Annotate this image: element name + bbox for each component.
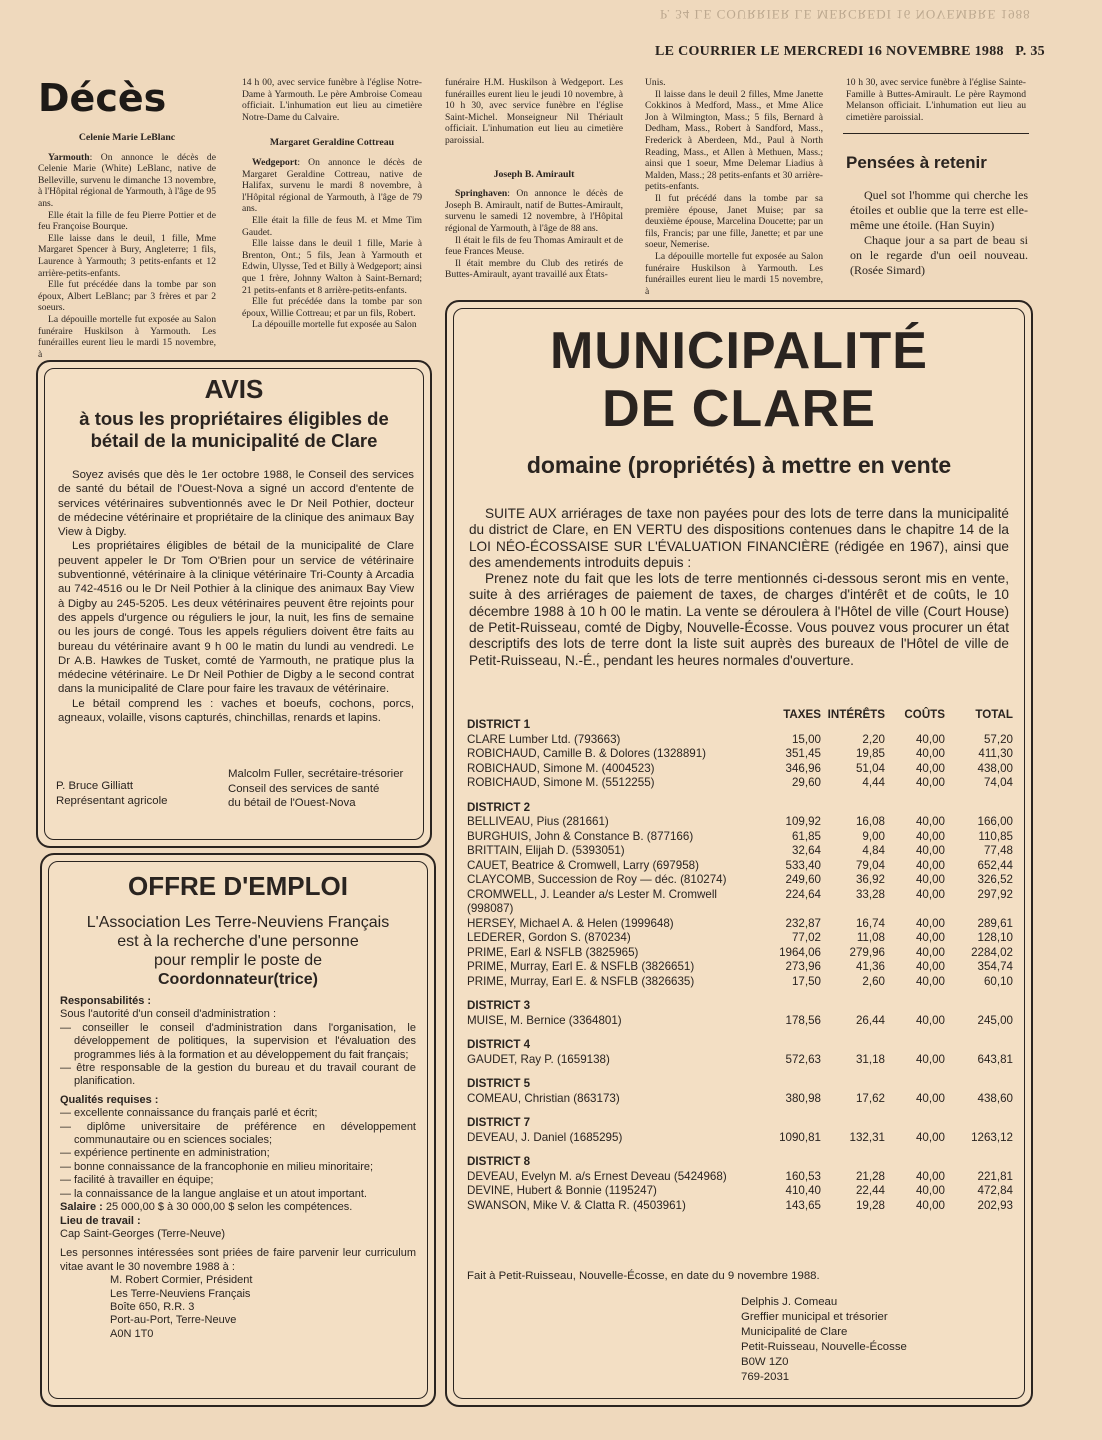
amount-cell: 143,65 [785, 1198, 821, 1212]
salary-value: 25 000,00 $ à 30 000,00 $ selon les compétences. [105, 1201, 353, 1214]
amount-cell: 178,56 [785, 1013, 821, 1027]
amount-cell: 22,44 [855, 1184, 885, 1197]
signature-role: Conseil des services de santé [228, 782, 380, 795]
amount-cell: 472,84 [977, 1184, 1013, 1197]
district-header-row [467, 1106, 1013, 1131]
list-item: — être responsable de la gestion du bureau et du travail courant de planification. [60, 1062, 416, 1088]
owner-cell: PRIME, Murray, Earl E. & NSFLB (3826651) [467, 960, 695, 973]
owner-cell: COMEAU, Christian (863173) [467, 1091, 620, 1105]
obituary-text: Elle fut précédée dans la tombe par son époux, Albert LeBlanc; par 3 frères et par 2 soeurs. [38, 279, 216, 314]
amount-cell: 202,93 [977, 1198, 1013, 1212]
avis-signature-right [228, 767, 403, 811]
amount-cell: 11,08 [856, 931, 885, 944]
newspaper-date: LE COURRIER LE MERCREDI 16 NOVEMBRE 1988 [655, 44, 1004, 59]
municipality-subheading: domaine (propriétés) à mettre en vente [526, 452, 952, 478]
table-row [467, 946, 1013, 961]
amount-cell: 16,74 [855, 916, 885, 930]
district-header-row [467, 791, 1013, 816]
amount-cell: 40,00 [915, 776, 945, 789]
obituary-location: Springhaven [455, 188, 508, 200]
obituary-text: Il était le fils de feu Thomas Amirault et de feue Frances Meuse. [445, 234, 623, 258]
avis-paragraph: Soyez avisés que dès le 1er octobre 1988, le Conseil des services de santé du bétail de l'Ouest-Nova a signé un accord d'entente de services vétérinaires subventionnés avec le Dr Neil Pothier, docteur de médecine vétérinaire et propriétaire de la clinique des animaux Bay View à Digby. [58, 469, 414, 539]
table-row [467, 733, 1013, 748]
empty-cell [821, 1145, 885, 1170]
signature-name: Malcolm Fuller, secrétaire-trésorier [228, 768, 404, 780]
list-item: — diplôme universitaire de préférence en développement communautaire ou en sciences sociales; [60, 1120, 416, 1147]
amount-cell: 110,85 [978, 829, 1013, 843]
owner-cell: ROBICHAUD, Simone M. (5512255) [467, 776, 655, 789]
district-name: DISTRICT 7 [467, 1116, 531, 1129]
amount-cell: 166,00 [977, 815, 1013, 828]
amount-cell: 2,60 [862, 974, 885, 988]
owner-cell: CAUET, Beatrice & Cromwell, Larry (697958) [467, 858, 699, 872]
owner-cell: BRITTAIN, Elijah D. (5393051) [467, 844, 625, 857]
section-heading: Qualités requises : [60, 1093, 159, 1106]
obituary-text: Il laisse dans le deuil 2 filles, Mme Janette Cokkinos à Medford, Mass., et Mme Alice Jon à Wilmington, Mass.; 5 fils, Bernard à Dedham, Mass., Robert à Sandford, Mass., Frederick à Aberdeen, Md., Paul à North Reading, Mass., et Allen à Methuen, Mass.; ainsi que 1 soeur, Mme Delemar Liadius à Malden, Mass.; 28 petits-enfants et 30 arrière-petits-enfants. [645, 88, 823, 193]
amount-cell: 40,00 [915, 974, 945, 988]
empty-cell [885, 1067, 945, 1092]
obituary-column-5 [846, 77, 1026, 123]
empty-cell [821, 1106, 885, 1131]
empty-cell [885, 791, 945, 816]
signature-role: du bétail de l'Ouest-Nova [228, 797, 356, 809]
table-row [467, 931, 1013, 946]
amount-cell: 289,61 [977, 916, 1013, 930]
pensees-heading: Pensées à retenir [846, 153, 987, 172]
amount-cell: 40,00 [915, 960, 945, 973]
amount-cell: 19,28 [855, 1198, 885, 1212]
amount-cell: 132,31 [849, 1130, 885, 1144]
amount-cell: 57,20 [983, 732, 1013, 746]
table-row [467, 830, 1013, 845]
empty-cell [945, 1067, 1013, 1092]
dated-statement: Fait à Petit-Ruisseau, Nouvelle-Écosse, en date du 9 novembre 1988. [467, 1270, 820, 1282]
obituary-text: : On annonce le décès de Celenie Marie (White) LeBlanc, native de Belleville, survenu le dimanche 13 novembre, à l'Hôpital régional de Yarmouth, à l'âge de 95 ans. [38, 151, 216, 209]
signature-role: Représentant agricole [56, 794, 168, 807]
table-row [467, 1184, 1013, 1199]
owner-cell: ROBICHAUD, Camille B. & Dolores (1328891) [467, 747, 707, 760]
owner-cell: SWANSON, Mike V. & Clatta R. (4503961) [467, 1198, 686, 1212]
obituary-text: Il fut précédé dans la tombe par sa première épouse, Janet Muise; par sa deuxième épouse, Marcelina Doucette; par un fils, Francis; par une fille, Janette; et par une soeur, Nemerise. [645, 192, 823, 251]
closing-text: Les personnes intéressées sont priées de faire parvenir leur curriculum vitae avant le 30 novembre 1988 à : [60, 1247, 416, 1273]
amount-cell: 40,00 [915, 1169, 945, 1183]
table-row [467, 975, 1013, 990]
obituary-location: Yarmouth [48, 151, 90, 163]
job-position-title: Coordonnateur(trice) [158, 971, 318, 988]
column-header: COÛTS [904, 708, 945, 721]
district-header-row [467, 708, 1013, 733]
amount-cell: 2284,02 [971, 945, 1013, 959]
amount-cell: 273,96 [785, 960, 821, 973]
obituary-location: Wedgeport [252, 156, 298, 168]
amount-cell: 79,04 [855, 858, 885, 872]
owner-cell: BELLIVEAU, Pius (281661) [467, 815, 609, 828]
mirrored-bleedthrough-header: P. 34 LE COURRIER LE MERCREDI 16 NOVEMBRE 1988 [660, 7, 1031, 22]
amount-cell: 29,60 [791, 776, 821, 789]
amount-cell: 40,00 [915, 829, 945, 843]
amount-cell: 26,44 [855, 1013, 885, 1027]
empty-cell [757, 1067, 821, 1092]
column-header: TOTAL [975, 708, 1013, 721]
amount-cell: 40,00 [915, 931, 945, 944]
amount-cell: 351,45 [785, 747, 821, 760]
empty-cell [945, 1145, 1013, 1170]
address-line: Port-au-Port, Terre-Neuve [110, 1314, 237, 1327]
amount-cell: 297,92 [977, 887, 1013, 901]
empty-cell [945, 1106, 1013, 1131]
list-item: — excellente connaissance du français parlé et écrit; [60, 1107, 318, 1120]
amount-cell: 40,00 [915, 1130, 945, 1144]
municipality-sale-box [445, 300, 1033, 1407]
district-header-row [467, 1028, 1013, 1053]
amount-cell: 21,28 [855, 1169, 885, 1183]
table-row [467, 888, 1013, 917]
deces-heading: Décès [38, 76, 167, 120]
empty-cell [757, 1145, 821, 1170]
clerk-signature [741, 1295, 907, 1385]
signature-line: Petit-Ruisseau, Nouvelle-Écosse [741, 1341, 907, 1353]
avis-subheading [38, 408, 430, 452]
table-row [467, 1053, 1013, 1068]
amount-cell: 2,20 [862, 732, 885, 746]
owner-cell: HERSEY, Michael A. & Helen (1999648) [467, 916, 674, 930]
empty-cell [885, 1028, 945, 1053]
heading-line: DE CLARE [602, 380, 876, 438]
amount-cell: 40,00 [915, 1198, 945, 1212]
district-name: DISTRICT 1 [467, 718, 531, 731]
heading-line: MUNICIPALITÉ [550, 322, 928, 380]
empty-cell [821, 1067, 885, 1092]
amount-cell: 380,98 [785, 1091, 821, 1105]
obituary-text: Il était membre du Club des retirés de Buttes-Amirault, ayant travaillé aux États- [445, 257, 623, 281]
signature-line: Greffier municipal et trésorier [741, 1311, 888, 1323]
signature-line: Municipalité de Clare [741, 1326, 848, 1338]
obituary-column-3 [445, 77, 623, 281]
amount-cell: 279,96 [849, 945, 885, 959]
signature-line: B0W 1Z0 [741, 1356, 789, 1368]
owner-cell: ROBICHAUD, Simone M. (4004523) [467, 761, 655, 775]
amount-cell: 643,81 [977, 1052, 1013, 1066]
empty-cell [821, 1028, 885, 1053]
amount-cell: 51,04 [855, 761, 885, 775]
amount-cell: 17,62 [855, 1091, 885, 1105]
table-row [467, 762, 1013, 777]
obituary-text: Elle était la fille de feu Pierre Pottier et de feu Françoise Bourque. [38, 209, 216, 233]
empty-cell [945, 989, 1013, 1014]
amount-cell: 232,87 [785, 916, 821, 930]
district-name: DISTRICT 4 [467, 1038, 531, 1051]
table-row [467, 960, 1013, 975]
list-item: — conseiller le conseil d'administration dans l'organisation, le développement de politiques, la supervision et l'évaluation des programmes liés à la formation et au développement du fait français; [60, 1021, 416, 1061]
table-row [467, 815, 1013, 830]
pensees-text [850, 188, 1028, 278]
table-row [467, 1131, 1013, 1146]
avis-notice-box [36, 360, 432, 848]
avis-body [58, 468, 414, 725]
amount-cell: 40,00 [915, 1013, 945, 1027]
amount-cell: 77,48 [983, 844, 1013, 857]
amount-cell: 19,85 [855, 747, 885, 760]
empty-cell [757, 1028, 821, 1053]
empty-cell [945, 791, 1013, 816]
empty-cell [757, 1106, 821, 1131]
empty-cell [945, 1028, 1013, 1053]
job-offer-intro [42, 913, 434, 989]
amount-cell: 40,00 [915, 887, 945, 901]
obituary-column-4 [645, 77, 823, 297]
amount-cell: 40,00 [915, 815, 945, 828]
district-name: DISTRICT 5 [467, 1077, 531, 1090]
list-item: — expérience pertinente en administration; [60, 1147, 270, 1160]
obituary-text: Elle laisse dans le deuil 1 fille, Marie à Brenton, Ont.; 5 fils, Jean à Yarmouth et Edwin, Ulysse, Ted et Billy à Wedgeport; ainsi que 1 frère, Johnny Walton à Saint-Bernard; 21 petits-enfants et 8 arrière-petits-enfants. [242, 238, 422, 296]
amount-cell: 652,44 [977, 858, 1013, 872]
amount-cell: 410,40 [785, 1184, 821, 1197]
amount-cell: 36,92 [855, 873, 885, 886]
empty-cell [821, 989, 885, 1014]
section-text: Sous l'autorité d'un conseil d'administration : [60, 1008, 277, 1021]
district-header-row [467, 1145, 1013, 1170]
owner-cell: DEVINE, Hubert & Bonnie (1195247) [467, 1184, 657, 1197]
amount-cell: 74,04 [983, 776, 1013, 789]
amount-cell: 40,00 [915, 1091, 945, 1105]
page-header [655, 44, 1045, 60]
table-row [467, 1014, 1013, 1029]
district-name: DISTRICT 2 [467, 800, 531, 814]
owner-cell: GAUDET, Ray P. (1659138) [467, 1052, 610, 1066]
amount-cell: 40,00 [915, 858, 945, 872]
owner-cell: MUISE, M. Bernice (3364801) [467, 1013, 622, 1027]
amount-cell: 109,92 [785, 815, 821, 828]
obituary-name: Margaret Geraldine Cottreau [269, 137, 395, 149]
amount-cell: 40,00 [915, 945, 945, 959]
amount-cell: 1263,12 [971, 1130, 1013, 1144]
empty-cell [885, 1145, 945, 1170]
amount-cell: 354,74 [977, 960, 1013, 973]
amount-cell: 4,84 [862, 844, 885, 857]
district-header-row [467, 989, 1013, 1014]
owner-cell: DEVEAU, Evelyn M. a/s Ernest Deveau (5424968) [467, 1169, 727, 1183]
amount-cell: 221,81 [977, 1169, 1013, 1183]
work-location: Cap Saint-Georges (Terre-Neuve) [60, 1227, 226, 1240]
amount-cell: 40,00 [915, 747, 945, 760]
municipality-heading [447, 322, 1031, 438]
amount-cell: 4,44 [862, 776, 885, 789]
avis-heading: AVIS [204, 374, 264, 404]
pensee-quote: Chaque jour a sa part de beau si on le regarde d'un oeil nouveau. (Rosée Simard) [850, 233, 1028, 277]
district-header-row [467, 1067, 1013, 1092]
district-name: DISTRICT 3 [467, 999, 531, 1012]
job-offer-box [40, 853, 436, 1407]
empty-cell [757, 791, 821, 816]
amount-cell: 32,64 [791, 844, 821, 857]
obituary-text: Elle fut précédée dans la tombe par son époux, Willie Cottreau; et par un fils, Robert. [242, 296, 422, 319]
obituary-text: La dépouille mortelle fut exposée au Salon funéraire Huskilson à Yarmouth. Les funérailles eurent lieu le mardi 15 novembre, à [38, 313, 216, 360]
job-offer-body [60, 995, 416, 1341]
amount-cell: 438,60 [977, 1091, 1013, 1105]
list-item: — la connaissance de la langue anglaise et un atout important. [60, 1187, 367, 1200]
amount-cell: 40,00 [915, 873, 945, 886]
amount-cell: 40,00 [915, 916, 945, 930]
amount-cell: 249,60 [785, 873, 821, 886]
amount-cell: 15,00 [791, 732, 821, 746]
notice-paragraph: Prenez note du fait que les lots de terre mentionnés ci-dessous seront mis en vente, suite à des arriérages de paiement de taxes, de charges d'intérêt et de coûts, le 10 décembre 1988 à 10 h 00 le matin. La vente se déroulera à l'Hôtel de ville (Court House) de Petit-Ruisseau, comté de Digby, Nouvelle-Écosse. Vous pouvez vous procurer un état descriptifs des lots de terre dont la liste suit auprès des bureaux de l'Hôtel de ville de Petit-Ruisseau, N.-É., pendant les heures normales d'ouverture. [469, 571, 1009, 668]
amount-cell: 16,08 [855, 815, 885, 828]
address-line: M. Robert Cormier, Président [110, 1274, 253, 1287]
amount-cell: 245,00 [977, 1013, 1013, 1027]
table-row [467, 1092, 1013, 1107]
amount-cell: 533,40 [785, 858, 821, 872]
list-item: — facilité à travailler en équipe; [60, 1174, 214, 1187]
owner-cell: CLARE Lumber Ltd. (793663) [467, 732, 621, 746]
amount-cell: 1964,06 [779, 945, 821, 959]
job-offer-heading: OFFRE D'EMPLOI [128, 871, 348, 901]
amount-cell: 60,10 [983, 974, 1013, 988]
obituary-text: : On annonce le décès de Joseph B. Amirault, natif de Buttes-Amirault, survenu le samedi 12 novembre, à l'Hôpital régional de Yarmouth, à l'âge de 88 ans. [445, 188, 623, 234]
owner-cell: PRIME, Murray, Earl E. & NSFLB (3826635) [467, 974, 695, 988]
empty-cell [885, 989, 945, 1014]
amount-cell: 346,96 [785, 761, 821, 775]
obituary-name: Joseph B. Amirault [493, 168, 575, 180]
table-row [467, 873, 1013, 888]
intro-line: pour remplir le poste de [153, 952, 323, 969]
amount-cell: 160,53 [785, 1169, 821, 1183]
obituary-column-2 [242, 77, 422, 331]
amount-cell: 40,00 [915, 844, 945, 857]
amount-cell: 438,00 [977, 761, 1013, 775]
amount-cell: 224,64 [785, 887, 821, 901]
salary-label: Salaire : [60, 1201, 103, 1214]
table-row [467, 1199, 1013, 1214]
amount-cell: 40,00 [915, 732, 945, 746]
address-line: A0N 1T0 [110, 1327, 154, 1340]
section-heading: Lieu de travail : [60, 1214, 141, 1227]
table-row [467, 747, 1013, 762]
table-row [467, 1170, 1013, 1185]
pensee-quote: Quel sot l'homme qui cherche les étoiles et oublie que la terre est elle-même une étoile. (Han Suyin) [850, 188, 1028, 232]
column-header: INTÉRÊTS [827, 708, 885, 721]
amount-cell: 1090,81 [779, 1130, 821, 1144]
owner-cell: CLAYCOMB, Succession de Roy — déc. (810274) [467, 873, 727, 886]
amount-cell: 17,50 [791, 974, 821, 988]
amount-cell: 572,63 [785, 1052, 821, 1066]
signature-line: Delphis J. Comeau [741, 1296, 838, 1308]
address-line: Les Terre-Neuviens Français [110, 1287, 251, 1300]
avis-paragraph: Les propriétaires éligibles de bétail de la municipalité de Clare peuvent appeler le Dr Tom O'Brien pour un service de vétérinaire subventionné, vétérinaire à la clinique vétérinaire Tri-County à Arcadia au 742-4516 ou le Dr Neil Pothier à la clinique des animaux Bay View à Digby au 245-5205. Les deux vétérinaires peuvent être rejoints pour des appels d'urgence ou réguliers le jour, la nuit, les fins de semaine ou les jours de congé. Tous les appels réguliers doivent être faits au bureau du vétérinaire avant 9 h 00 le matin du lundi au vendredi. Le Dr A.B. Hawkes de Tusket, comté de Yarmouth, ne pratique plus la médecine vétérinaire. Le Dr Neil Pothier de Digby a le second contrat dans la municipalité de Clare pour faire les travaux de vétérinaire. [58, 540, 414, 696]
signature-line: 769-2031 [741, 1371, 790, 1383]
column-header: TAXES [783, 708, 821, 721]
amount-cell: 9,00 [862, 829, 885, 843]
owner-cell: DEVEAU, J. Daniel (1685295) [467, 1130, 623, 1144]
empty-cell [757, 989, 821, 1014]
obituary-text: La dépouille mortelle fut exposée au Salon funéraire Huskilson à Yarmouth. Les funérailles eurent lieu le mardi 15 novembre, à [645, 250, 823, 297]
obituary-text: : On annonce le décès de Margaret Geraldine Cottreau, native de Halifax, survenu le mardi 8 novembre, à l'Hôpital régional de Yarmouth, à l'âge de 79 ans. [242, 156, 422, 215]
owner-cell: LEDERER, Gordon S. (870234) [467, 931, 631, 944]
obituary-text: 14 h 00, avec service funèbre à l'église Notre-Dame à Yarmouth. Le père Ambroise Comeau officiait. L'inhumation eut lieu au cimetière Notre-Dame du Calvaire. [242, 77, 422, 123]
page-number: P. 35 [1015, 44, 1045, 59]
obituary-text: Unis. [645, 77, 666, 88]
list-item: — bonne connaissance de la francophonie en milieu minoritaire; [60, 1160, 374, 1173]
obituary-text: Elle laisse dans le deuil, 1 fille, Mme Margaret Spencer à Bury, Angleterre; 1 fils, Laurence à Yarmouth; 3 petits-enfants et 12 arrière-petits-enfants. [38, 232, 216, 279]
municipality-body [469, 506, 1009, 669]
amount-cell: 326,52 [977, 873, 1013, 886]
empty-cell [821, 791, 885, 816]
column-divider [843, 133, 1029, 134]
owner-cell: BURGHUIS, John & Constance B. (877166) [467, 829, 694, 843]
avis-signature-left [56, 779, 167, 808]
district-name: DISTRICT 8 [467, 1155, 531, 1168]
amount-cell: 33,28 [855, 887, 885, 901]
obituary-text: 10 h 30, avec service funèbre à l'église Sainte-Famille à Buttes-Amirault. Le père Raymond Melanson officiait. L'inhumation eut lieu au cimetière paroissial. [846, 77, 1026, 123]
signature-name: P. Bruce Gilliatt [56, 780, 134, 792]
owner-cell: CROMWELL, J. Leander a/s Lester M. Cromwell (998087) [467, 887, 717, 915]
amount-cell: 40,00 [915, 761, 945, 775]
obituary-name: Celenie Marie LeBlanc [78, 132, 176, 143]
address-line: Boîte 650, R.R. 3 [110, 1300, 195, 1313]
amount-cell: 40,00 [915, 1184, 945, 1197]
avis-subheading-line: bétail de la municipalité de Clare [90, 430, 378, 451]
table-row [467, 859, 1013, 874]
amount-cell: 31,18 [855, 1052, 885, 1066]
obituary-text: Elle était la fille de feus M. et Mme Tim Gaudet. [242, 214, 422, 238]
amount-cell: 411,30 [978, 747, 1013, 760]
obituary-column-1 [38, 124, 216, 360]
intro-line: L'Association Les Terre-Neuviens Français [86, 914, 390, 931]
amount-cell: 61,85 [791, 829, 821, 843]
avis-paragraph: Le bétail comprend les : vaches et boeufs, cochons, porcs, agneaux, volaille, visons capturés, chinchillas, renards et lapins. [58, 697, 414, 725]
avis-subheading-line: à tous les propriétaires éligibles de [79, 408, 389, 429]
property-tax-table [467, 708, 1013, 1213]
section-heading: Responsabilités : [60, 995, 152, 1007]
obituary-text: La dépouille mortelle fut exposée au Salon [252, 319, 417, 331]
table-row [467, 844, 1013, 859]
amount-cell: 40,00 [915, 1052, 945, 1066]
obituary-text: funéraire H.M. Huskilson à Wedgeport. Les funérailles eurent lieu le jeudi 10 novembre, à 10 h 30, avec service funèbre en l'église Saint-Michel. Monseigneur Nil Thériault officiait. L'inhumation eut lieu au cimetière paroissial. [445, 77, 623, 146]
notice-paragraph: SUITE AUX arriérages de taxe non payées pour des lots de terre dans la municipalité du district de Clare, en EN VERTU des dispositions contenues dans le chapitre 14 de la LOI NÉO-ÉCOSSAISE SUR L'ÉVALUATION FINANCIÈRE (rédigée en 1967), ainsi que des amendements introduits depuis : [469, 506, 1009, 570]
table-row [467, 917, 1013, 932]
amount-cell: 41,36 [855, 960, 885, 973]
owner-cell: PRIME, Earl & NSFLB (3825965) [467, 945, 639, 959]
amount-cell: 77,02 [791, 931, 821, 944]
table-row [467, 776, 1013, 791]
empty-cell [885, 1106, 945, 1131]
intro-line: est à la recherche d'une personne [117, 933, 359, 950]
amount-cell: 128,10 [977, 931, 1013, 944]
